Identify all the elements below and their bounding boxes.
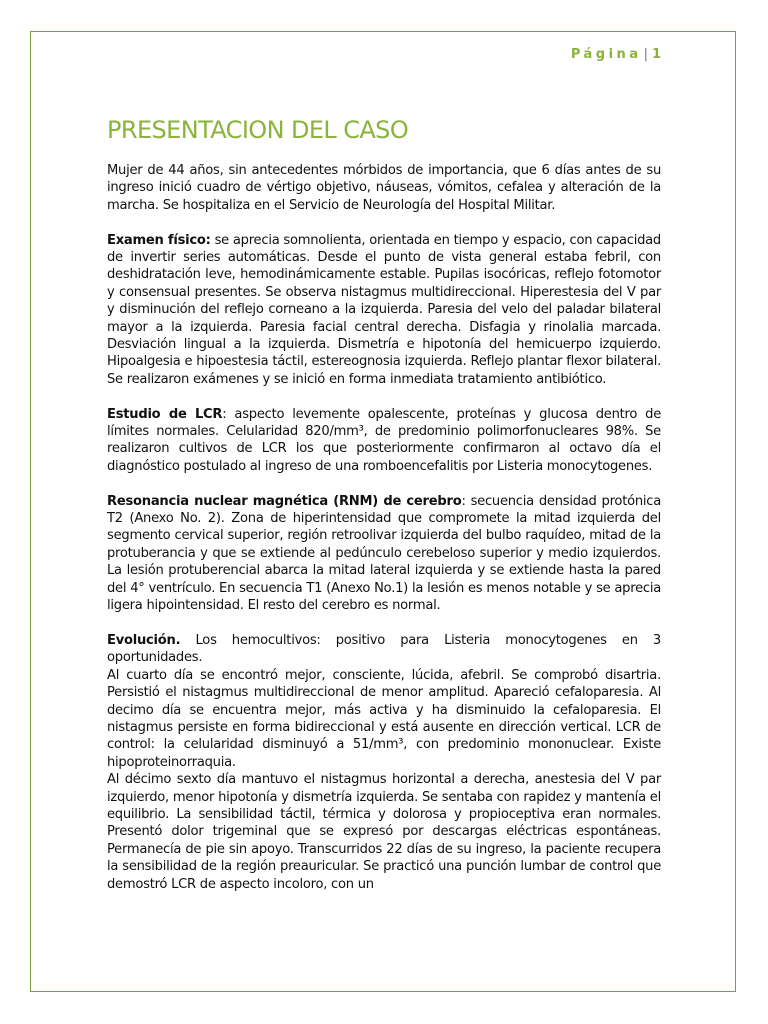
rnm-label: Resonancia nuclear magnética (RNM) de cerebro	[107, 493, 462, 509]
estudio-lcr-label: Estudio de LCR	[107, 406, 223, 422]
intro-paragraph: Mujer de 44 años, sin antecedentes mórbidos de importancia, que 6 días antes de su ingreso inició cuadro de vértigo objetivo, náuseas, vómitos, cefalea y alteración de la marcha. Se hospitaliza en el Servicio de Neurología del Hospital Militar.	[107, 163, 661, 213]
page-separator: |	[643, 47, 648, 62]
rnm-text: : secuencia densidad protónica T2 (Anexo No. 2). Zona de hiperintensidad que compromete la mitad izquierda del segmento cervical superior, región retroolivar izquierda del bulbo raquídeo, mitad de la protuberancia y que se extiende al pedúnculo cerebeloso superior y medio izquierdos. La lesión protuberencial abarca la mitad lateral izquierda y se extiende hasta la pared del 4° ventrículo. En secuencia T1 (Anexo No.1) la lesión es menos notable y se aprecia ligera hipointensidad. El resto del cerebro es normal.	[107, 493, 661, 614]
rnm-paragraph	[107, 493, 661, 615]
examen-fisico-label: Examen físico:	[107, 232, 211, 248]
page-label: Página	[570, 47, 642, 62]
page-number: 1	[651, 47, 661, 62]
document-body	[107, 162, 661, 893]
estudio-lcr-paragraph	[107, 406, 661, 476]
document-title: PRESENTACION DEL CASO	[107, 116, 409, 144]
evolucion-text: Los hemocultivos: positivo para Listeria monocytogenes en 3 oportunidades.	[107, 632, 661, 666]
estudio-lcr-text: : aspecto levemente opalescente, proteínas y glucosa dentro de límites normales. Celularidad 820/mm³, de predominio polimorfonucleares 98%. Se realizaron cultivos de LCR los que posteriormente confirmaron al octavo día el diagnóstico postulado al ingreso de una romboencefalitis por Listeria monocytogenes.	[107, 406, 661, 474]
evolucion-label: Evolución.	[107, 632, 181, 648]
evolucion-paragraph-2: Al cuarto día se encontró mejor, consciente, lúcida, afebril. Se comprobó disartria. Persistió el nistagmus multidireccional de menor amplitud. Apareció cefaloparesia. Al decimo día se encuentra mejor, más activa y ha disminuido la cefaloparesia. El nistagmus persiste en forma bidireccional y está ausente en dirección vertical. LCR de control: la celularidad disminuyó a 51/mm³, con predominio mononuclear. Existe hipoproteinorraquia.	[107, 667, 661, 770]
evolucion-paragraph	[107, 632, 661, 667]
page-number-header	[571, 47, 661, 62]
evolucion-paragraph-3: Al décimo sexto día mantuvo el nistagmus horizontal a derecha, anestesia del V par izquierdo, menor hipotonía y dismetría izquierda. Se sentaba con rapidez y mantenía el equilibrio. La sensibilidad táctil, térmica y dolorosa y propioceptiva eran normales. Presentó dolor trigeminal que se expresó por descargas eléctricas espontáneas. Permanecía de pie sin apoyo. Transcurridos 22 días de su ingreso, la paciente recupera la sensibilidad de la región preauricular. Se practicó una punción lumbar de control que demostró LCR de aspecto incoloro, con un	[107, 772, 661, 892]
examen-fisico-paragraph	[107, 232, 661, 389]
examen-fisico-text: se aprecia somnolienta, orientada en tiempo y espacio, con capacidad de invertir series automáticas. Desde el punto de vista general estaba febril, con deshidratación leve, hemodinámicamente estable. Pupilas isocóricas, reflejo fotomotor y consensual presentes. Se observa nistagmus multidireccional. Hiperestesia del V par y disminución del reflejo corneano a la izquierda. Paresia del velo del paladar bilateral mayor a la izquierda. Paresia facial central derecha. Disfagia y rinolalia marcada. Desviación lingual a la izquierda. Dismetría e hipotonía del hemicuerpo izquierdo. Hipoalgesia e hipoestesia táctil, estereognosia izquierda. Reflejo plantar flexor bilateral. Se realizaron exámenes y se inició en forma inmediata tratamiento antibiótico.	[107, 232, 661, 387]
